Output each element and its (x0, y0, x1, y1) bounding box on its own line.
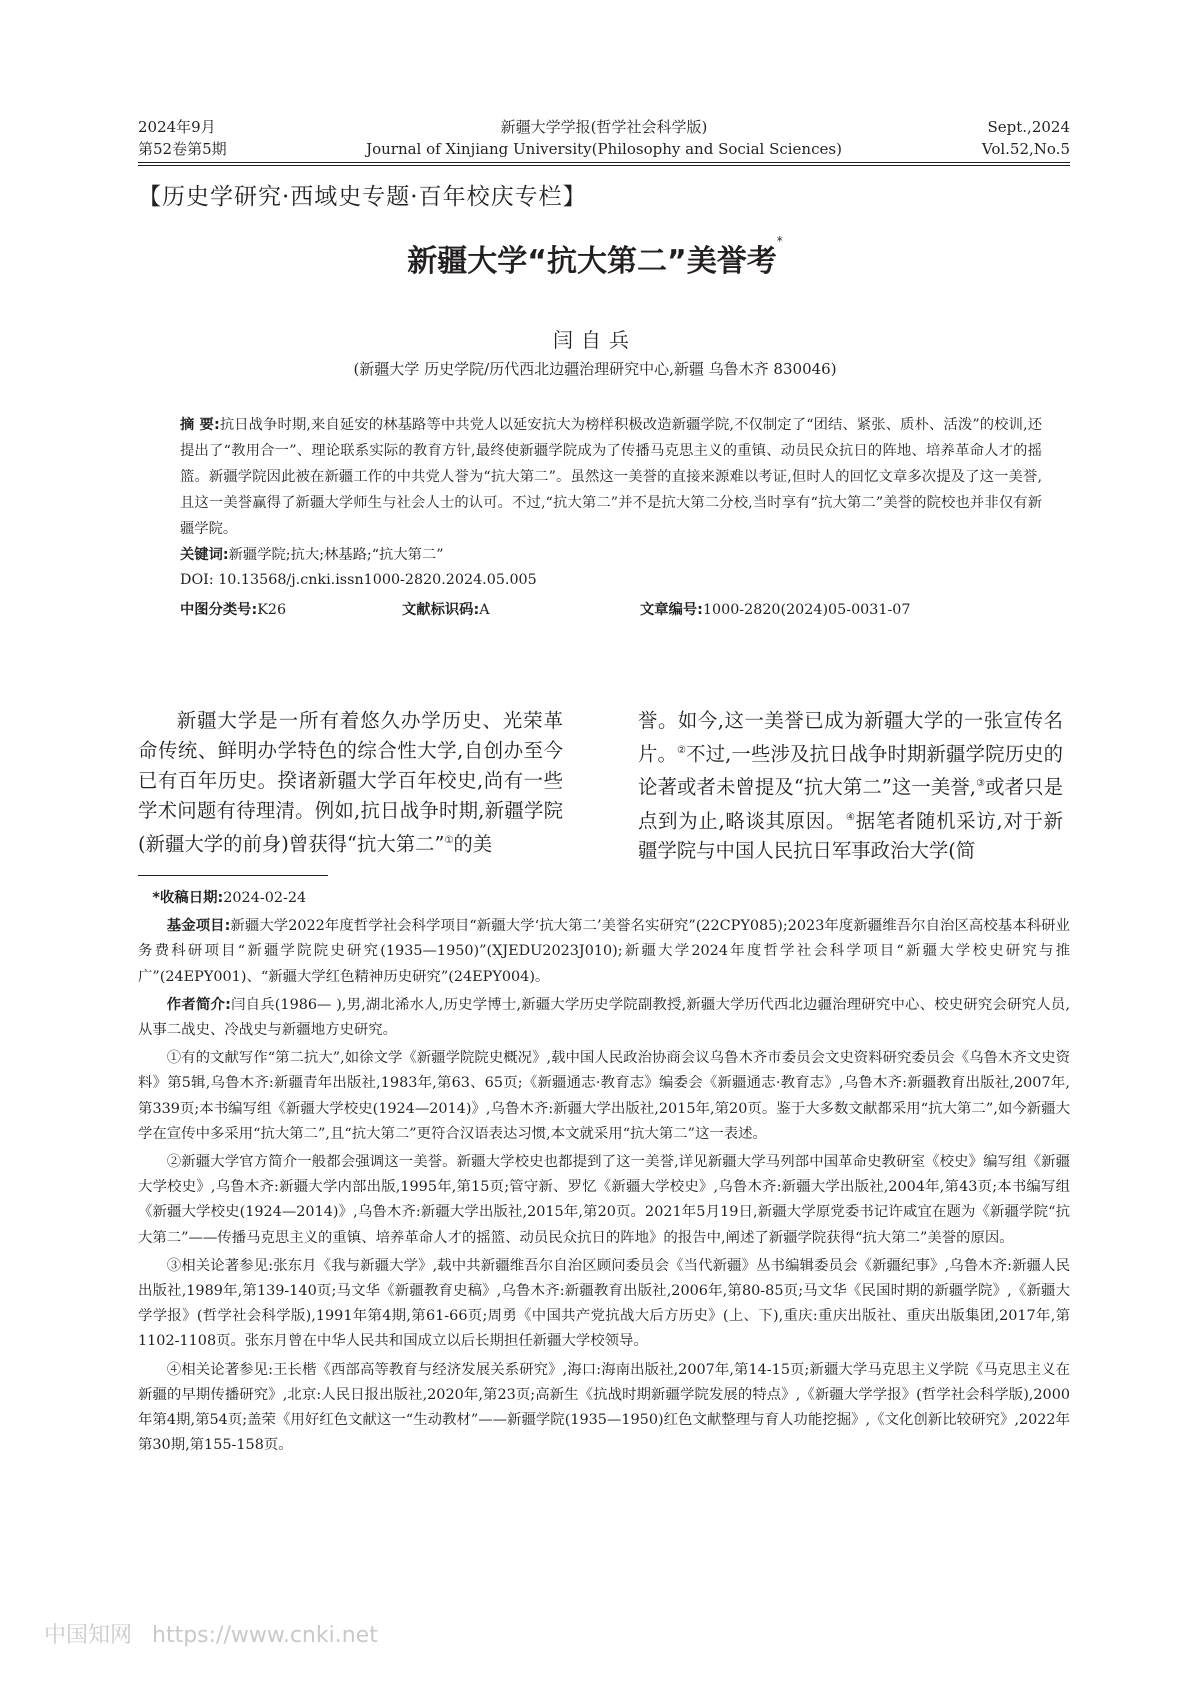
article-number-value: 1000-2820(2024)05-0031-07 (702, 602, 911, 618)
abstract-text: 抗日战争时期,来自延安的林基路等中共党人以延安抗大为榜样积极改造新疆学院,不仅制定了“团结、紧张、质朴、活泼”的校训,还提出了“教用合一”、理论联系实际的教育方针,最终使新疆学院成为了传播马克思主义的重镇、动员民众抗日的阵地、培养革命人才的摇篮。新疆学院因此被在新疆工作的中共党人誉为“抗大第二”。虽然这一美誉的直接来源难以考证,但时人的回忆文章多次提及了这一美誉,且这一美誉赢得了新疆大学师生与社会人士的认可。不过,“抗大第二”并不是抗大第二分校,当时享有“抗大第二”美誉的院校也并非仅有新疆学院。 (180, 417, 1042, 537)
bio-text: 闫自兵(1986— ),男,湖北浠水人,历史学博士,新疆大学历史学院副教授,新疆大学历代西北边疆治理研究中心、校史研究会研究人员,从事二战史、冷战史与新疆地方史研究。 (138, 996, 1070, 1039)
article-number-label: 文章编号: (640, 602, 703, 618)
keywords-label: 关键词: (180, 547, 229, 563)
abstract (180, 412, 1042, 542)
clc-value: K26 (257, 602, 287, 618)
body-column-right (638, 706, 1063, 866)
running-header (138, 116, 1070, 160)
document-code-value: A (479, 602, 490, 618)
footnote-ref-3[interactable]: ③ (975, 778, 986, 790)
keywords (180, 544, 444, 564)
header-rule-bottom (138, 165, 1070, 166)
body-right-part1: 誉。如今,这一美誉已成为新疆大学的一张宣传名片。 (638, 709, 1063, 766)
header-rule-top (138, 162, 1070, 163)
received-date (138, 886, 1070, 911)
footnote-ref-1[interactable]: ① (444, 835, 454, 846)
body-right-part2: 不过,一些涉及抗日战争时期新疆学院历史的论著或者未曾提及“抗大第二”这一美誉, (638, 742, 1064, 799)
doi: DOI: 10.13568/j.cnki.issn1000-2820.2024.05.005 (180, 572, 537, 588)
body-left-text: 新疆大学是一所有着悠久办学历史、光荣革命传统、鲜明办学特色的综合性大学,自创办至今已有百年历史。揆诸新疆大学百年校史,尚有一些学术问题有待理清。例如,抗日战争时期,新疆学院(新疆大学的前身)曾获得“抗大第二” (138, 709, 563, 856)
header-volume-en: Vol.52,No.5 (981, 140, 1070, 158)
column-tag: 【历史学研究·西域史专题·百年校庆专栏】 (138, 184, 587, 210)
received-label: *收稿日期: (152, 890, 224, 906)
header-center (138, 116, 1070, 160)
watermark-brand: 中国知网 (44, 1623, 133, 1648)
body-right-part3: 或者只是点到为止,略谈其原因。 (638, 775, 1064, 833)
author-bio (138, 993, 1070, 1043)
footnote-rule (138, 875, 328, 876)
body-right-part4: 据笔者随机采访,对于新疆学院与中国人民抗日军事政治大学(简 (638, 809, 1063, 863)
author-name: 闫自兵 (553, 328, 637, 352)
watermark-url: https://www.cnki.net (152, 1623, 378, 1648)
header-date-en: Sept.,2024 (987, 118, 1070, 136)
footnote-3: ③相关论著参见:张东月《我与新疆大学》,载中共新疆维吾尔自治区顾问委员会《当代新疆》丛书编辑委员会《新疆纪事》,乌鲁木齐:新疆人民出版社,1989年,第139-140页;马文华《新疆教育史稿》,乌鲁木齐:新疆教育出版社,2006年,第80-85页;马文华《民国时期的新疆学院》,《新疆大学学报》(哲学社会科学版),1991年第4期,第61-66页;周勇《中国共产党抗战大后方历史》(上、下),重庆:重庆出版社、重庆出版集团,2017年,第1102-1108页。张东月曾在中华人民共和国成立以后长期担任新疆大学校领导。 (138, 1257, 1070, 1350)
article-title (0, 236, 1190, 280)
keywords-text: 新疆学院;抗大;林基路;“抗大第二” (228, 547, 444, 563)
document-code-label: 文献标识码: (402, 602, 480, 618)
title-text: 新疆大学“抗大第二”美誉考 (407, 244, 777, 279)
footnotes (138, 886, 1070, 1461)
document-code (402, 599, 490, 619)
bio-label: 作者简介: (166, 996, 231, 1013)
footnote-1: ①有的文献写作“第二抗大”,如徐文学《新疆学院院史概况》,载中国人民政治协商会议乌鲁木齐市委员会文史资料研究委员会《乌鲁木齐文史资料》第5辑,乌鲁木齐:新疆青年出版社,1983年,第63、65页;《新疆通志·教育志》编委会《新疆通志·教育志》,乌鲁木齐:新疆教育出版社,2007年,第339页;本书编写组《新疆大学校史(1924—2014)》,乌鲁木齐:新疆大学出版社,2015年,第20页。鉴于大多数文献都采用“抗大第二”,如今新疆大学在宣传中多采用“抗大第二”,且“抗大第二”更符合汉语表达习惯,本文就采用“抗大第二”这一表述。 (138, 1050, 1070, 1142)
body-column-left (138, 706, 563, 859)
fund-text: 新疆大学2022年度哲学社会科学项目“新疆大学‘抗大第二’美誉名实研究”(22CPY085);2023年度新疆维吾尔自治区高校基本科研业务费科研项目“新疆学院院史研究(1935—1950)”(XJEDU2023J010);新疆大学2024年度哲学社会科学项目“新疆大学校史研究与推广”(24EPY001)、“新疆大学红色精神历史研究”(24EPY004)。 (138, 918, 1070, 985)
article-number (640, 599, 910, 619)
header-right (982, 116, 1070, 160)
received-value: 2024-02-24 (223, 890, 307, 906)
footnote-ref-4[interactable]: ④ (846, 811, 856, 823)
header-date-cn: 2024年9月 (138, 118, 216, 136)
footnote-ref-2[interactable]: ② (677, 745, 687, 756)
fund-project (138, 914, 1070, 990)
cnki-watermark (44, 1618, 378, 1649)
title-footnote-mark: * (776, 234, 783, 248)
abstract-label: 摘 要: (180, 417, 220, 433)
header-volume-cn: 第52卷第5期 (138, 140, 227, 158)
clc-label: 中图分类号: (180, 602, 258, 618)
clc-number (180, 599, 286, 619)
footnote-4: ④相关论著参见:王长楷《西部高等教育与经济发展关系研究》,海口:海南出版社,2007年,第14-15页;新疆大学马克思主义学院《马克思主义在新疆的早期传播研究》,北京:人民日报出版社,2020年,第23页;高新生《抗战时期新疆学院发展的特点》,《新疆大学学报》(哲学社会科学版),2000年第4期,第54页;盖荣《用好红色文献这一“生动教材”——新疆学院(1935—1950)红色文献整理与育人功能挖掘》,《文化创新比较研究》,2022年第30期,第155-158页。 (138, 1361, 1070, 1454)
author-affiliation: (新疆大学 历史学院/历代西北边疆治理研究中心,新疆 乌鲁木齐 830046) (353, 360, 837, 378)
header-journal-en: Journal of Xinjiang University(Philosophy and Social Sciences) (366, 140, 842, 158)
footnote-2: ②新疆大学官方简介一般都会强调这一美誉。新疆大学校史也都提到了这一美誉,详见新疆大学马列部中国革命史教研室《校史》编写组《新疆大学校史》,乌鲁木齐:新疆大学内部出版,1995年,第15页;管守新、罗忆《新疆大学校史》,乌鲁木齐:新疆大学出版社,2004年,第43页;本书编写组《新疆大学校史(1924—2014)》,乌鲁木齐:新疆大学出版社,2015年,第20页。2021年5月19日,新疆大学原党委书记许咸宜在题为《新疆学院“抗大第二”——传播马克思主义的重镇、培养革命人才的摇篮、动员民众抗日的阵地》的报告中,阐述了新疆学院获得“抗大第二”美誉的原因。 (138, 1154, 1070, 1246)
header-journal-cn: 新疆大学学报(哲学社会科学版) (500, 118, 708, 136)
body-left-tail: 的美 (453, 832, 493, 856)
fund-label: 基金项目: (166, 918, 231, 935)
